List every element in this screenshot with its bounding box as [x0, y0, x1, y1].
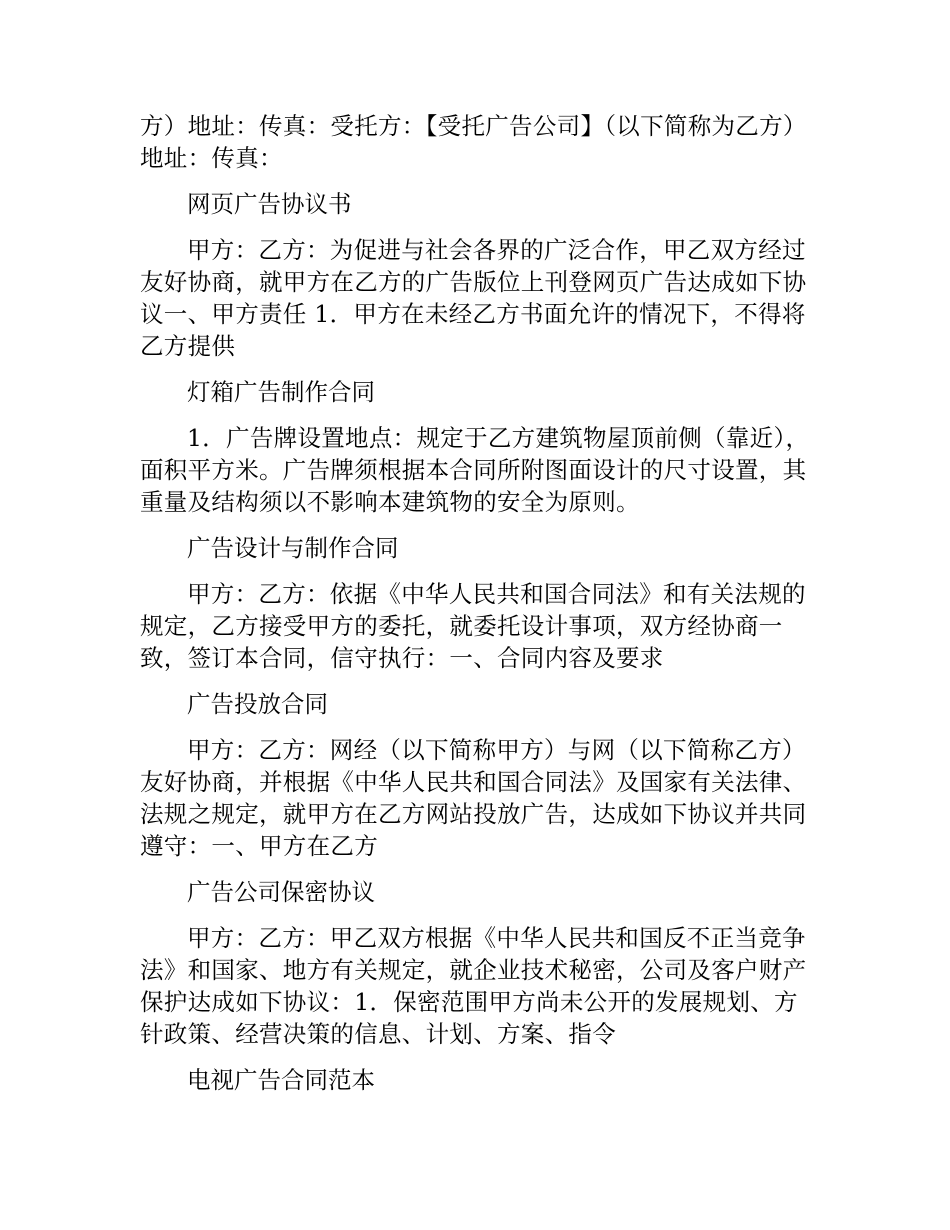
paragraph-ad-confidentiality-agreement: 甲方：乙方：甲乙双方根据《中华人民共和国反不正当竞争法》和国家、地方有关规定，就企业技术秘密，公司及客户财产保护达成如下协议：1．保密范围甲方尚未公开的发展规划、方针政策、经营决策的信息、计划、方案、指令	[140, 924, 807, 1048]
heading-ad-design-contract: 广告设计与制作合同	[187, 534, 399, 562]
paragraph-ad-placement-contract: 甲方：乙方：网经（以下简称甲方）与网（以下简称乙方）友好协商，并根据《中华人民共和国合同法》及国家有关法律、法规之规定，就甲方在乙方网站投放广告，达成如下协议并共同遵守：一、甲方在乙方	[140, 736, 807, 860]
heading-lightbox-ad-contract: 灯箱广告制作合同	[187, 378, 375, 406]
paragraph-web-ad-agreement: 甲方：乙方：为促进与社会各界的广泛合作，甲乙双方经过友好协商，就甲方在乙方的广告版位上刊登网页广告达成如下协议一、甲方责任 1．甲方在未经乙方书面允许的情况下，不得将乙方提供	[140, 236, 807, 360]
heading-web-ad-agreement: 网页广告协议书	[187, 190, 352, 218]
heading-ad-placement-contract: 广告投放合同	[187, 690, 328, 718]
heading-tv-ad-contract-template: 电视广告合同范本	[187, 1066, 375, 1094]
paragraph-contact-info: 方）地址：传真：受托方：【受托广告公司】（以下简称为乙方）地址：传真：	[140, 112, 807, 172]
paragraph-ad-design-contract: 甲方：乙方：依据《中华人民共和国合同法》和有关法规的规定，乙方接受甲方的委托，就委托设计事项，双方经协商一致，签订本合同，信守执行：一、合同内容及要求	[140, 580, 806, 672]
document-page	[140, 110, 812, 1110]
heading-ad-confidentiality-agreement: 广告公司保密协议	[187, 878, 375, 906]
paragraph-lightbox-ad-contract: 1．广告牌设置地点：规定于乙方建筑物屋顶前侧（靠近），面积平方米。广告牌须根据本合同所附图面设计的尺寸设置，其重量及结构须以不影响本建筑物的安全为原则。	[140, 424, 810, 516]
